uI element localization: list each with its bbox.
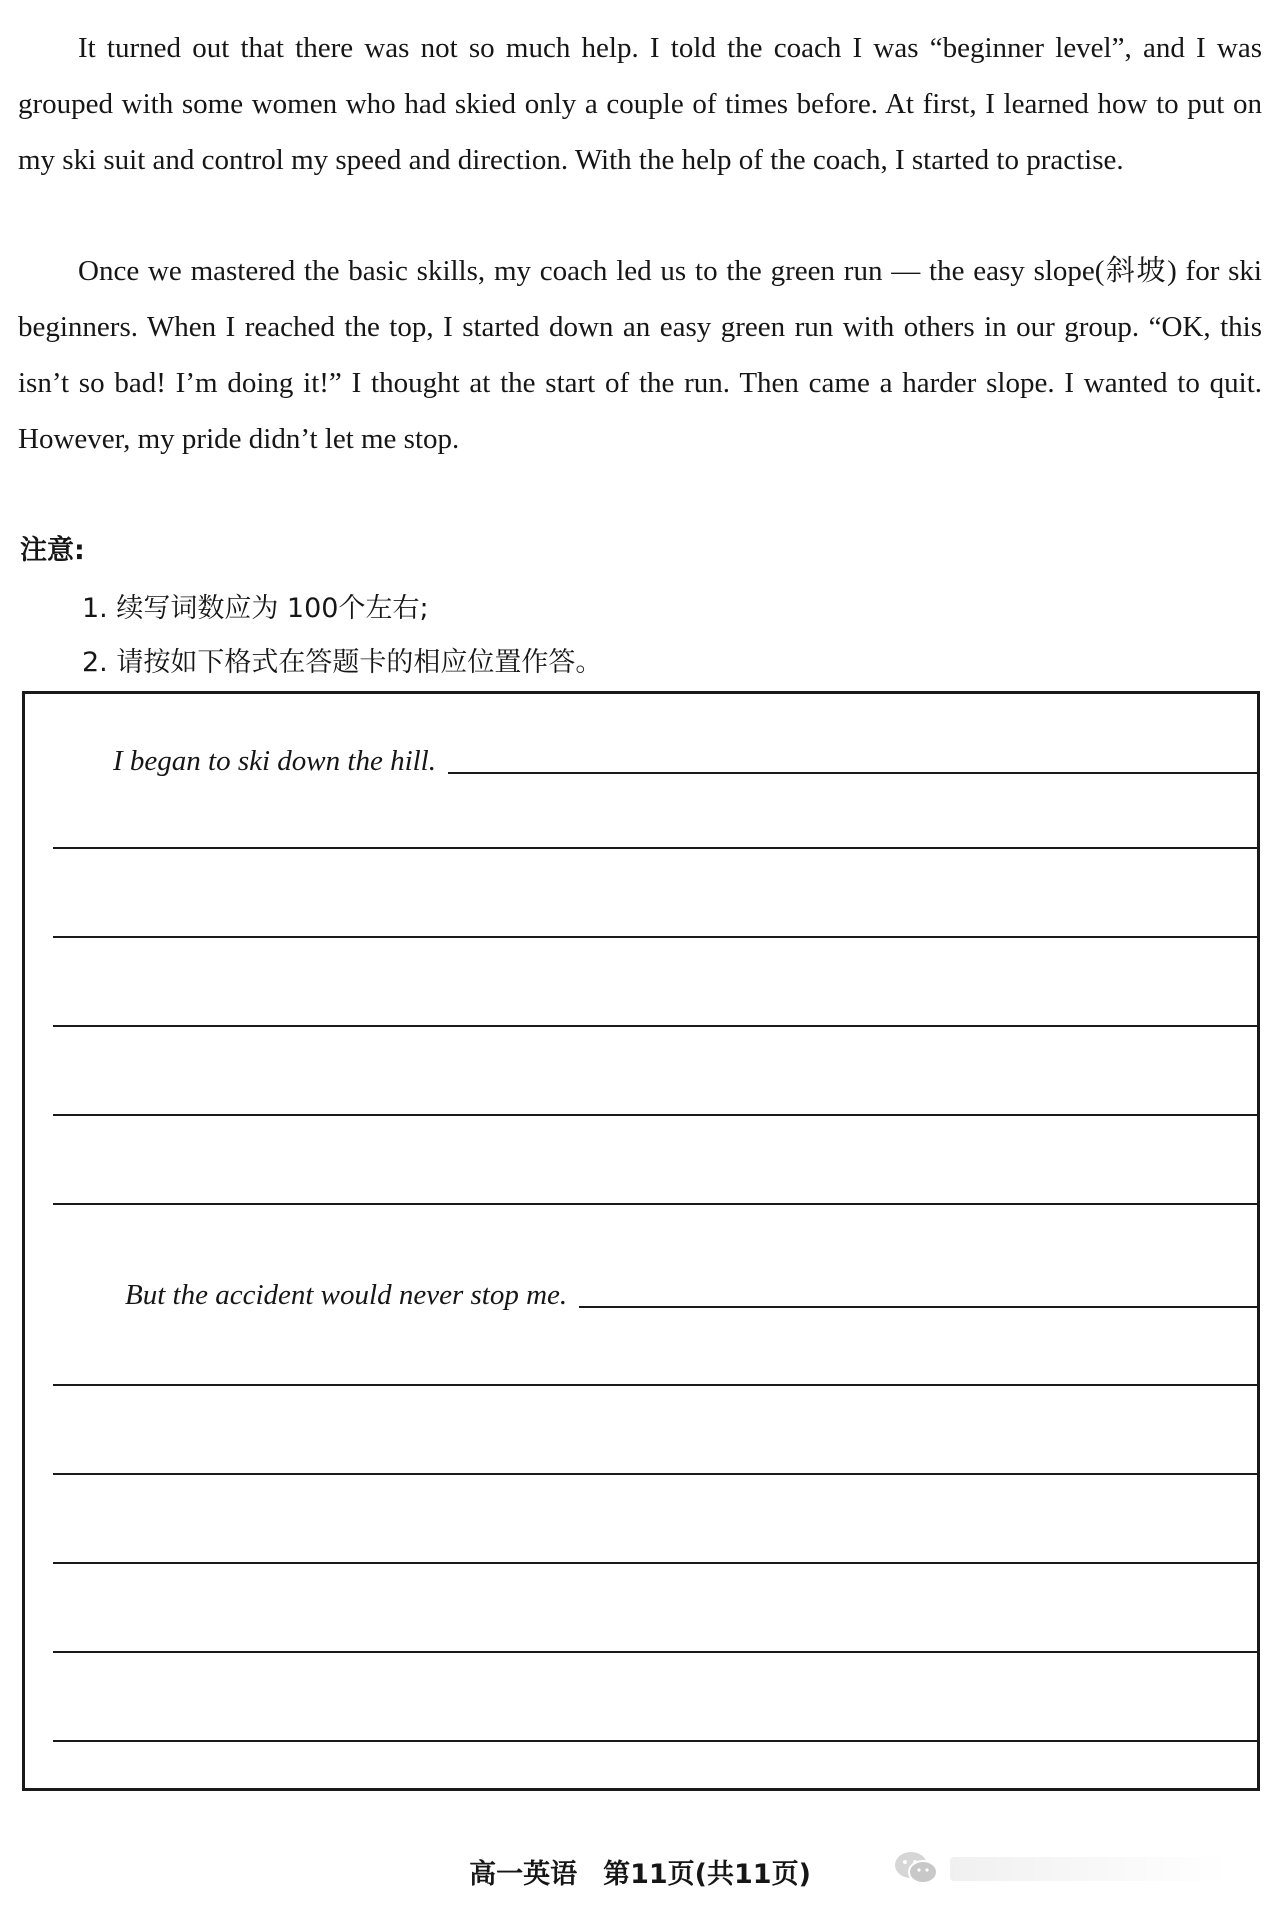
prompt-row-1 xyxy=(113,747,1259,776)
notes-list xyxy=(82,582,602,690)
notes-title: 注意: xyxy=(20,535,85,566)
prompt-1: I began to ski down the hill. xyxy=(113,745,436,777)
write-line-7[interactable] xyxy=(53,1473,1259,1475)
footer-page-info: 第11页(共11页) xyxy=(603,1859,811,1890)
write-line-8[interactable] xyxy=(53,1562,1259,1564)
write-line-1[interactable] xyxy=(53,847,1259,849)
note-item-2: 2. 请按如下格式在答题卡的相应位置作答。 xyxy=(82,647,603,678)
answer-box xyxy=(22,691,1260,1791)
footer-subject: 高一英语 xyxy=(469,1859,578,1890)
write-line-10[interactable] xyxy=(53,1740,1259,1742)
write-line-4[interactable] xyxy=(53,1114,1259,1116)
prompt-2-write-line[interactable] xyxy=(579,1306,1259,1308)
watermark xyxy=(950,1857,1230,1881)
wechat-icon xyxy=(892,1848,942,1888)
passage-paragraph-1 xyxy=(18,20,1262,188)
prompt-row-2 xyxy=(125,1281,1259,1310)
paragraph-2-text: Once we mastered the basic skills, my coach led us to the green run — the easy slope(斜坡) for ski beginners. When I reached the top, I started down an easy green run with others in our group. “OK, this isn’t so bad! I’m doing it!” I thought at the start of the run. Then came a harder slope. I wanted to quit. However, my pride didn’t let me stop. xyxy=(18,255,1262,455)
write-line-6[interactable] xyxy=(53,1384,1259,1386)
write-line-3[interactable] xyxy=(53,1025,1259,1027)
prompt-1-write-line[interactable] xyxy=(448,772,1259,774)
write-line-5[interactable] xyxy=(53,1203,1259,1205)
write-line-2[interactable] xyxy=(53,936,1259,938)
passage-paragraph-2 xyxy=(18,243,1262,467)
paragraph-1-text: It turned out that there was not so much help. I told the coach I was “beginner level”, and I was grouped with some women who had skied only a couple of times before. At first, I learned how to put on my ski suit and control my speed and direction. With the help of the coach, I started to practise. xyxy=(18,32,1262,176)
write-line-9[interactable] xyxy=(53,1651,1259,1653)
prompt-2: But the accident would never stop me. xyxy=(125,1279,568,1311)
note-item-1: 1. 续写词数应为 100个左右; xyxy=(82,593,429,624)
